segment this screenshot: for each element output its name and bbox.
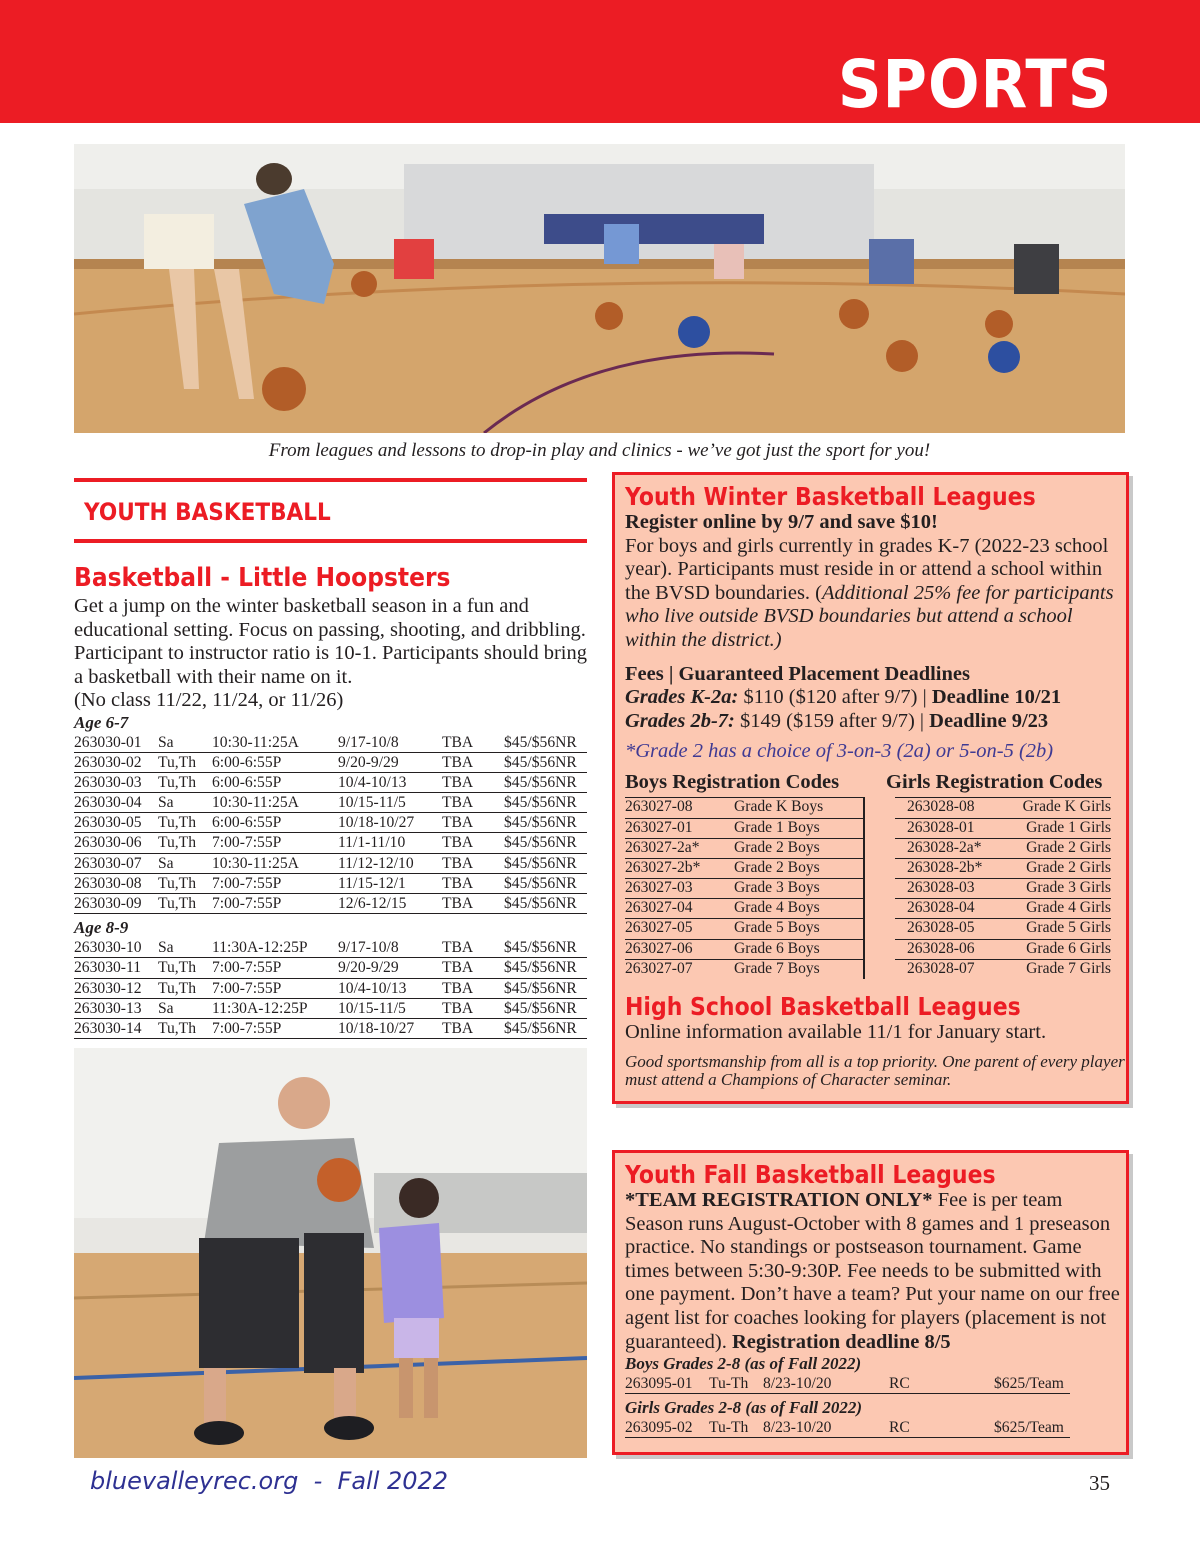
photo-caption: From leagues and lessons to drop-in play and clinics - we’ve got just the sport for you! [268, 440, 931, 461]
fee: $45/$56NR [504, 1019, 577, 1037]
boys-division-label: Boys Grades 2-8 (as of Fall 2022) [625, 1354, 862, 1374]
girls-course-code: 263028-08 [907, 798, 975, 816]
girls-code [895, 918, 1111, 937]
time: 7:00-7:55P [212, 959, 282, 977]
course-code: 263030-05 [74, 814, 142, 832]
footer-url[interactable]: bluevalleyrec.org - Fall 2022 [90, 1467, 449, 1495]
boys-course-code: 263027-2b* [625, 858, 701, 876]
girls-code [895, 939, 1111, 957]
schedule-row [74, 753, 587, 773]
course-code: 263030-14 [74, 1019, 142, 1037]
fee: $45/$56NR [504, 733, 577, 751]
days: Tu,Th [158, 834, 196, 852]
fall-title: Youth Fall Basketball Leagues [625, 1160, 996, 1189]
youth-basketball-section [74, 478, 587, 1039]
grade2-note: *Grade 2 has a choice of 3-on-3 (2a) or 5-on-5 (2b) [625, 740, 1054, 763]
dates: 11/1-11/10 [338, 834, 406, 852]
days: Tu,Th [158, 753, 196, 771]
girls-grade: Grade 2 Girls [1026, 838, 1111, 856]
boys-course-code: 263027-06 [625, 939, 693, 957]
schedule-row [74, 773, 587, 793]
fall-description [625, 1213, 1126, 1355]
location: TBA [442, 834, 474, 852]
course-code: 263095-02 [625, 1419, 693, 1437]
girls-grade: Grade 7 Girls [1026, 959, 1111, 977]
dates: 11/15-12/1 [338, 874, 406, 892]
schedule-row [74, 733, 587, 753]
days: Tu,Th [158, 814, 196, 832]
girls-fall-row [625, 1418, 1070, 1438]
girls-grade: Grade 3 Girls [1026, 879, 1111, 897]
fee: $625/Team [994, 1419, 1064, 1437]
hs-title: High School Basketball Leagues [625, 992, 1021, 1022]
boys-code [625, 959, 863, 977]
fee: $45/$56NR [504, 959, 577, 977]
girls-grade: Grade 1 Girls [1026, 818, 1111, 836]
schedule-row [74, 894, 587, 914]
code-row [625, 838, 1126, 858]
fee-line-2b7 [625, 710, 1126, 734]
location: RC [889, 1375, 910, 1393]
dates: 8/23-10/20 [763, 1375, 832, 1393]
schedule-row [74, 1019, 587, 1039]
section-title: YOUTH BASKETBALL [84, 498, 331, 526]
location: TBA [442, 895, 474, 912]
program-note: (No class 11/22, 11/24, or 11/26) [74, 689, 344, 711]
boys-grade: Grade 1 Boys [734, 818, 820, 836]
registration-deadline: Registration deadline 8/5 [726, 1330, 951, 1353]
winter-title: Youth Winter Basketball Leagues [625, 482, 1036, 511]
fee: $45/$56NR [504, 999, 577, 1017]
girls-code [895, 818, 1111, 836]
location: TBA [442, 874, 474, 892]
schedule-row [74, 793, 587, 813]
schedule-row [74, 833, 587, 853]
days: Tu,Th [158, 959, 196, 977]
girls-course-code: 263028-04 [907, 899, 975, 917]
fee: $45/$56NR [504, 834, 577, 852]
days: Sa [158, 999, 174, 1017]
time: 7:00-7:55P [212, 979, 282, 997]
girls-course-code: 263028-2b* [907, 858, 983, 876]
boys-code [625, 939, 863, 957]
time: 11:30A-12:25P [212, 939, 308, 957]
course-code: 263030-09 [74, 895, 142, 912]
code-row [625, 918, 1126, 938]
fall-leagues-panel [612, 1150, 1129, 1455]
boys-course-code: 263027-04 [625, 899, 693, 917]
days: Tu,Th [158, 895, 196, 912]
time: 7:00-7:55P [212, 874, 282, 892]
location: TBA [442, 753, 474, 771]
girls-course-code: 263028-07 [907, 959, 975, 977]
code-row [625, 959, 1126, 979]
location: TBA [442, 999, 474, 1017]
column-divider [863, 858, 865, 878]
fee-grade: Grades K-2a: [625, 686, 739, 709]
girls-grade: Grade K Girls [1022, 798, 1111, 816]
dates: 10/4-10/13 [338, 773, 407, 791]
code-row [625, 878, 1126, 898]
schedule-row [74, 854, 587, 874]
fee-deadline: Deadline 9/23 [929, 709, 1049, 732]
boys-grade: Grade 2 Boys [734, 838, 820, 856]
location: RC [889, 1419, 910, 1437]
boys-course-code: 263027-03 [625, 879, 693, 897]
page-number: 35 [1089, 1471, 1110, 1495]
winter-description [625, 535, 1126, 653]
location: TBA [442, 1019, 474, 1037]
course-code: 263030-01 [74, 733, 142, 751]
fee-grade: Grades 2b-7: [625, 709, 735, 732]
code-row [625, 858, 1126, 878]
coach-photo [74, 1048, 587, 1458]
girls-code [895, 858, 1111, 876]
days: Tu,Th [158, 979, 196, 997]
schedule-row [74, 999, 587, 1019]
girls-code [895, 797, 1111, 816]
location: TBA [442, 939, 474, 957]
course-code: 263030-07 [74, 854, 142, 872]
dates: 9/17-10/8 [338, 733, 399, 751]
time: 10:30-11:25A [212, 794, 299, 812]
codes-header [625, 771, 1126, 797]
boys-course-code: 263027-08 [625, 798, 693, 816]
code-row [625, 797, 1126, 817]
boys-course-code: 263027-2a* [625, 838, 700, 856]
boys-grade: Grade 5 Boys [734, 919, 820, 937]
program-title: Basketball - Little Hoopsters [74, 563, 451, 593]
location: TBA [442, 979, 474, 997]
fee: $45/$56NR [504, 895, 577, 912]
days: Tu,Th [158, 874, 196, 892]
winter-desc-italic: Additional 25% fee for participants who live outside BVSD boundaries but attend a school within the district.) [625, 581, 1114, 651]
course-code: 263030-08 [74, 874, 142, 892]
location: TBA [442, 733, 474, 751]
days: Sa [158, 939, 174, 957]
boys-course-code: 263027-07 [625, 959, 693, 977]
boys-grade: Grade K Boys [734, 798, 824, 816]
time: 6:00-6:55P [212, 814, 282, 832]
girls-grade: Grade 4 Girls [1026, 899, 1111, 917]
dates: 12/6-12/15 [338, 895, 407, 912]
fee: $45/$56NR [504, 794, 577, 812]
code-row [625, 939, 1126, 959]
location: TBA [442, 794, 474, 812]
fee: $625/Team [994, 1375, 1064, 1393]
time: 6:00-6:55P [212, 773, 282, 791]
fees-title: Fees | Guaranteed Placement Deadlines [625, 662, 970, 685]
time: 7:00-7:55P [212, 834, 282, 852]
days: Tu-Th [709, 1419, 749, 1437]
days: Sa [158, 854, 174, 872]
dates: 9/17-10/8 [338, 939, 399, 957]
hs-description: Online information available 11/1 for January start. [625, 1021, 1047, 1044]
fee-deadline: Deadline 10/21 [931, 686, 1062, 709]
early-bird-note: Register online by 9/7 and save $10! [625, 511, 938, 533]
dates: 10/4-10/13 [338, 979, 407, 997]
column-divider [863, 797, 865, 817]
fee-price: $149 ($159 after 9/7) | [734, 709, 930, 732]
location: TBA [442, 854, 474, 872]
girls-grade: Grade 5 Girls [1026, 919, 1111, 937]
column-divider [863, 878, 865, 898]
girls-course-code: 263028-2a* [907, 838, 982, 856]
column-divider [863, 898, 865, 918]
girls-course-code: 263028-03 [907, 879, 975, 897]
course-code: 263030-06 [74, 834, 142, 852]
fee: $45/$56NR [504, 753, 577, 771]
time: 10:30-11:25A [212, 733, 299, 751]
time: 6:00-6:55P [212, 753, 282, 771]
team-only-label: *TEAM REGISTRATION ONLY* [625, 1189, 933, 1211]
schedule-table [74, 713, 587, 1040]
fee: $45/$56NR [504, 939, 577, 957]
dates: 9/20-9/29 [338, 959, 399, 977]
time: 10:30-11:25A [212, 854, 299, 872]
fee: $45/$56NR [504, 814, 577, 832]
girls-grade: Grade 2 Girls [1026, 858, 1111, 876]
registration-codes [625, 797, 1126, 979]
age-group-label: Age 6-7 [74, 712, 129, 732]
schedule-row [74, 813, 587, 833]
winter-leagues-panel [612, 472, 1129, 1104]
fee-price: $110 ($120 after 9/7) | [738, 686, 932, 709]
fee: $45/$56NR [504, 854, 577, 872]
boys-course-code: 263027-01 [625, 818, 693, 836]
girls-division-label: Girls Grades 2-8 (as of Fall 2022) [625, 1398, 863, 1418]
days: Tu-Th [709, 1375, 749, 1393]
course-code: 263030-13 [74, 999, 142, 1017]
girls-course-code: 263028-01 [907, 818, 975, 836]
column-divider [863, 939, 865, 959]
boys-code [625, 818, 863, 836]
boys-fall-row [625, 1374, 1070, 1394]
location: TBA [442, 773, 474, 791]
schedule-row [74, 874, 587, 894]
boys-grade: Grade 7 Boys [734, 959, 820, 977]
fall-desc-text: Season runs August-October with 8 games and 1 preseason practice. No standings or postseason tournament. Game times between 5:30-9:30P. Fee needs to be submitted with one payment. Don’t have a team? Put your name on our free agent list for coaches looking for players (placement is not guaranteed). [625, 1212, 1120, 1353]
age-group-label: Age 8-9 [74, 918, 129, 938]
boys-codes-header: Boys Registration Codes [625, 771, 840, 794]
boys-code [625, 838, 863, 856]
girls-code [895, 959, 1111, 977]
fee-line-k2a [625, 686, 1126, 710]
page-title: SPORTS [837, 46, 1112, 123]
course-code: 263030-11 [74, 959, 141, 977]
boys-grade: Grade 6 Boys [734, 939, 820, 957]
boys-code [625, 858, 863, 876]
fee-note: Fee is per team [932, 1189, 1063, 1211]
boys-course-code: 263027-05 [625, 919, 693, 937]
program-description: Get a jump on the winter basketball season in a fun and educational setting. Focus on passing, shooting, and dribbling. Participant to instructor ratio is 10-1. Participants should bring a basketball with their name on it. [74, 595, 587, 688]
boys-code [625, 918, 863, 937]
code-row [625, 898, 1126, 918]
header-bar [0, 0, 1200, 123]
girls-code [895, 898, 1111, 917]
course-code: 263030-12 [74, 979, 142, 997]
gym-photo [74, 144, 1125, 433]
dates: 9/20-9/29 [338, 753, 399, 771]
girls-code [895, 878, 1111, 897]
dates: 10/15-11/5 [338, 794, 406, 812]
boys-code [625, 797, 863, 816]
dates: 11/12-12/10 [338, 854, 414, 872]
dates: 10/18-10/27 [338, 1019, 415, 1037]
column-divider [863, 918, 865, 938]
days: Tu,Th [158, 1019, 196, 1037]
column-divider [863, 959, 865, 979]
section-header [74, 478, 587, 543]
boys-grade: Grade 3 Boys [734, 879, 820, 897]
days: Sa [158, 794, 174, 812]
schedule-row [74, 958, 587, 978]
time: 7:00-7:55P [212, 895, 282, 912]
column-divider [863, 818, 865, 838]
column-divider [863, 838, 865, 858]
fee: $45/$56NR [504, 773, 577, 791]
dates: 8/23-10/20 [763, 1419, 832, 1437]
boys-grade: Grade 4 Boys [734, 899, 820, 917]
fee: $45/$56NR [504, 979, 577, 997]
schedule-row [74, 979, 587, 999]
winter-desc-text: For boys and girls currently in grades K-7 (2022-23 school year). Participants must reside in or attend a school within the BVSD boundaries. ( [625, 534, 1109, 604]
girls-grade: Grade 6 Girls [1026, 939, 1111, 957]
boys-grade: Grade 2 Boys [734, 858, 820, 876]
course-code: 263030-02 [74, 753, 142, 771]
time: 11:30A-12:25P [212, 999, 308, 1017]
girls-codes-header: Girls Registration Codes [886, 771, 1103, 794]
course-code: 263030-04 [74, 794, 142, 812]
schedule-row [74, 938, 587, 958]
days: Sa [158, 733, 174, 751]
days: Tu,Th [158, 773, 196, 791]
girls-course-code: 263028-05 [907, 919, 975, 937]
fee: $45/$56NR [504, 874, 577, 892]
course-code: 263095-01 [625, 1375, 693, 1393]
team-registration-line [625, 1189, 1126, 1213]
dates: 10/15-11/5 [338, 999, 406, 1017]
code-row [625, 818, 1126, 838]
location: TBA [442, 814, 474, 832]
location: TBA [442, 959, 474, 977]
course-code: 263030-10 [74, 939, 142, 957]
girls-course-code: 263028-06 [907, 939, 975, 957]
boys-code [625, 878, 863, 897]
time: 7:00-7:55P [212, 1019, 282, 1037]
hs-note: Good sportsmanship from all is a top priority. One parent of every player must attend a Champions of Character seminar. [625, 1051, 1125, 1090]
dates: 10/18-10/27 [338, 814, 415, 832]
boys-code [625, 898, 863, 917]
girls-code [895, 838, 1111, 856]
course-code: 263030-03 [74, 773, 142, 791]
